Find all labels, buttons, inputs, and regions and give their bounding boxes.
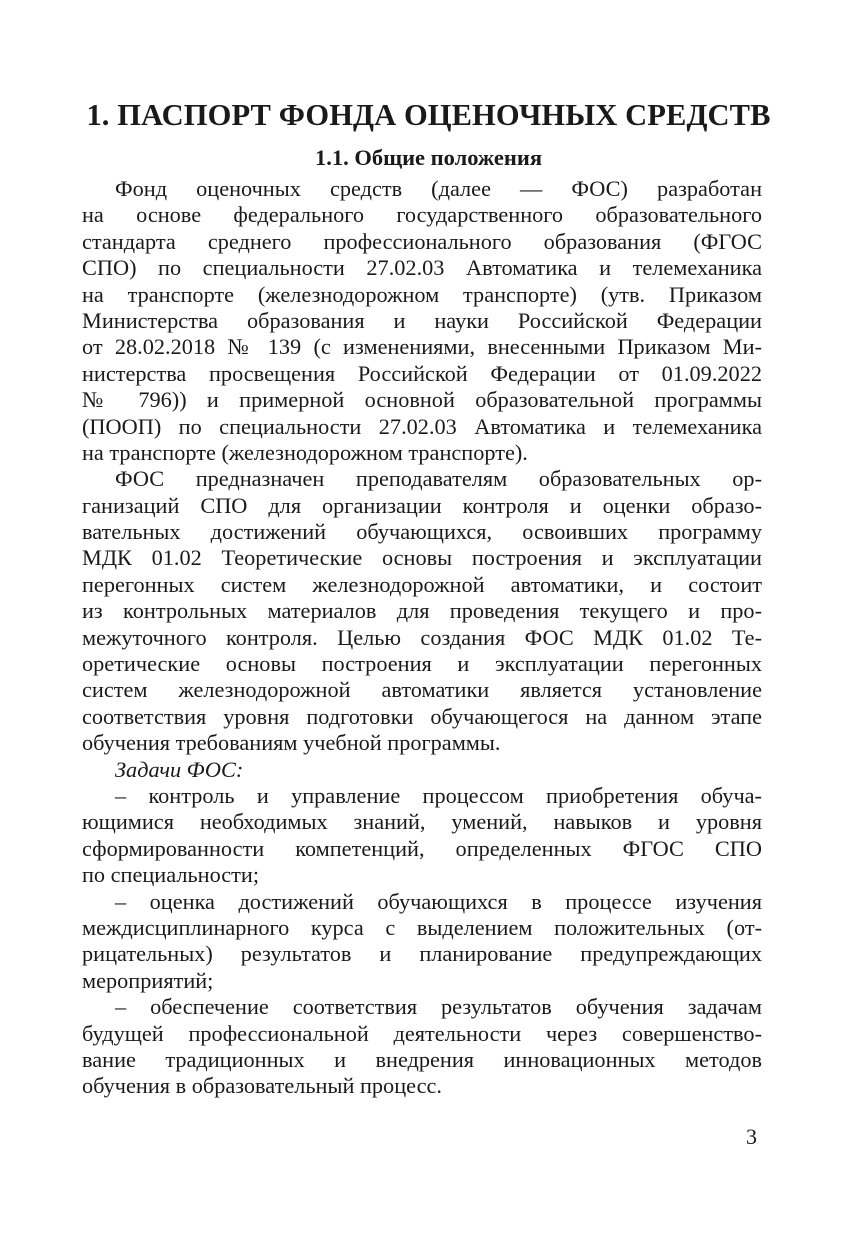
- text-line: ганизаций СПО для организации контроля и оценки образо-: [82, 492, 762, 518]
- text-line: на основе федерального государственного образовательного: [82, 202, 762, 228]
- text-line: ФОС предназначен преподавателям образовательных ор-: [115, 466, 762, 492]
- text-line: № 796)) и примерной основной образовательной программы: [82, 387, 762, 413]
- text-line: нистерства просвещения Российской Федерации от 01.09.2022: [82, 360, 762, 386]
- text-line: СПО) по специальности 27.02.03 Автоматика и телемеханика: [82, 255, 762, 281]
- text-line: от 28.02.2018 № 139 (с изменениями, внесенными Приказом Ми-: [82, 334, 762, 360]
- paragraph: [82, 466, 762, 756]
- paragraph: [82, 889, 762, 995]
- text-line: на транспорте (железнодорожном транспорте) (утв. Приказом: [82, 281, 762, 307]
- text-line: рицательных) результатов и планирование предупреждающих: [82, 941, 762, 967]
- text-line: мероприятий;: [82, 967, 214, 993]
- paragraph-heading: [82, 757, 762, 783]
- text-line: межуточного контроля. Целью создания ФОС МДК 01.02 Те-: [82, 624, 762, 650]
- text-line: стандарта среднего профессионального образования (ФГОС: [82, 228, 762, 254]
- paragraph: [82, 994, 762, 1100]
- section-heading: 1. ПАСПОРТ ФОНДА ОЦЕНОЧНЫХ СРЕДСТВ: [86, 98, 771, 132]
- text-line: (ПООП) по специальности 27.02.03 Автоматика и телемеханика: [82, 413, 762, 439]
- text-line: оретические основы построения и эксплуатации перегонных: [82, 651, 762, 677]
- text-line: МДК 01.02 Теоретические основы построения и эксплуатации: [82, 545, 762, 571]
- text-line: обучения в образовательный процесс.: [82, 1073, 442, 1099]
- text-line: вательных достижений обучающихся, освоивших программу: [82, 519, 762, 545]
- text-line: ющимися необходимых знаний, умений, навыков и уровня: [82, 809, 762, 835]
- text-line: систем железнодорожной автоматики является установление: [82, 677, 762, 703]
- text-line: – оценка достижений обучающихся в процессе изучения: [115, 888, 762, 914]
- text-line: сформированности компетенций, определенных ФГОС СПО: [82, 835, 762, 861]
- text-line: Фонд оценочных средств (далее — ФОС) разработан: [115, 176, 762, 201]
- text-line: по специальности;: [82, 862, 260, 888]
- text-line: обучения требованиям учебной программы.: [82, 730, 501, 756]
- paragraph: [82, 783, 762, 889]
- text-line: – обеспечение соответствия результатов обучения задачам: [115, 994, 762, 1020]
- text-line: из контрольных материалов для проведения текущего и про-: [82, 598, 762, 624]
- text-line: Министерства образования и науки Российской Федерации: [82, 307, 762, 333]
- page-number: 3: [746, 1124, 757, 1149]
- text-line: соответствия уровня подготовки обучающегося на данном этапе: [82, 703, 762, 729]
- text-line: будущей профессиональной деятельности через совершенство-: [82, 1020, 762, 1046]
- text-line: на транспорте (железнодорожном транспорте).: [82, 439, 528, 465]
- text-line: вание традиционных и внедрения инновационных методов: [82, 1046, 762, 1072]
- body-text: [82, 176, 762, 1100]
- text-line: Задачи ФОС:: [115, 756, 244, 782]
- text-line: перегонных систем железнодорожной автоматики, и состоит: [82, 571, 762, 597]
- paragraph: [82, 176, 762, 466]
- text-line: – контроль и управление процессом приобретения обуча-: [115, 782, 762, 808]
- subsection-heading: 1.1. Общие положения: [314, 145, 543, 170]
- text-line: междисциплинарного курса с выделением положительных (от-: [82, 914, 762, 940]
